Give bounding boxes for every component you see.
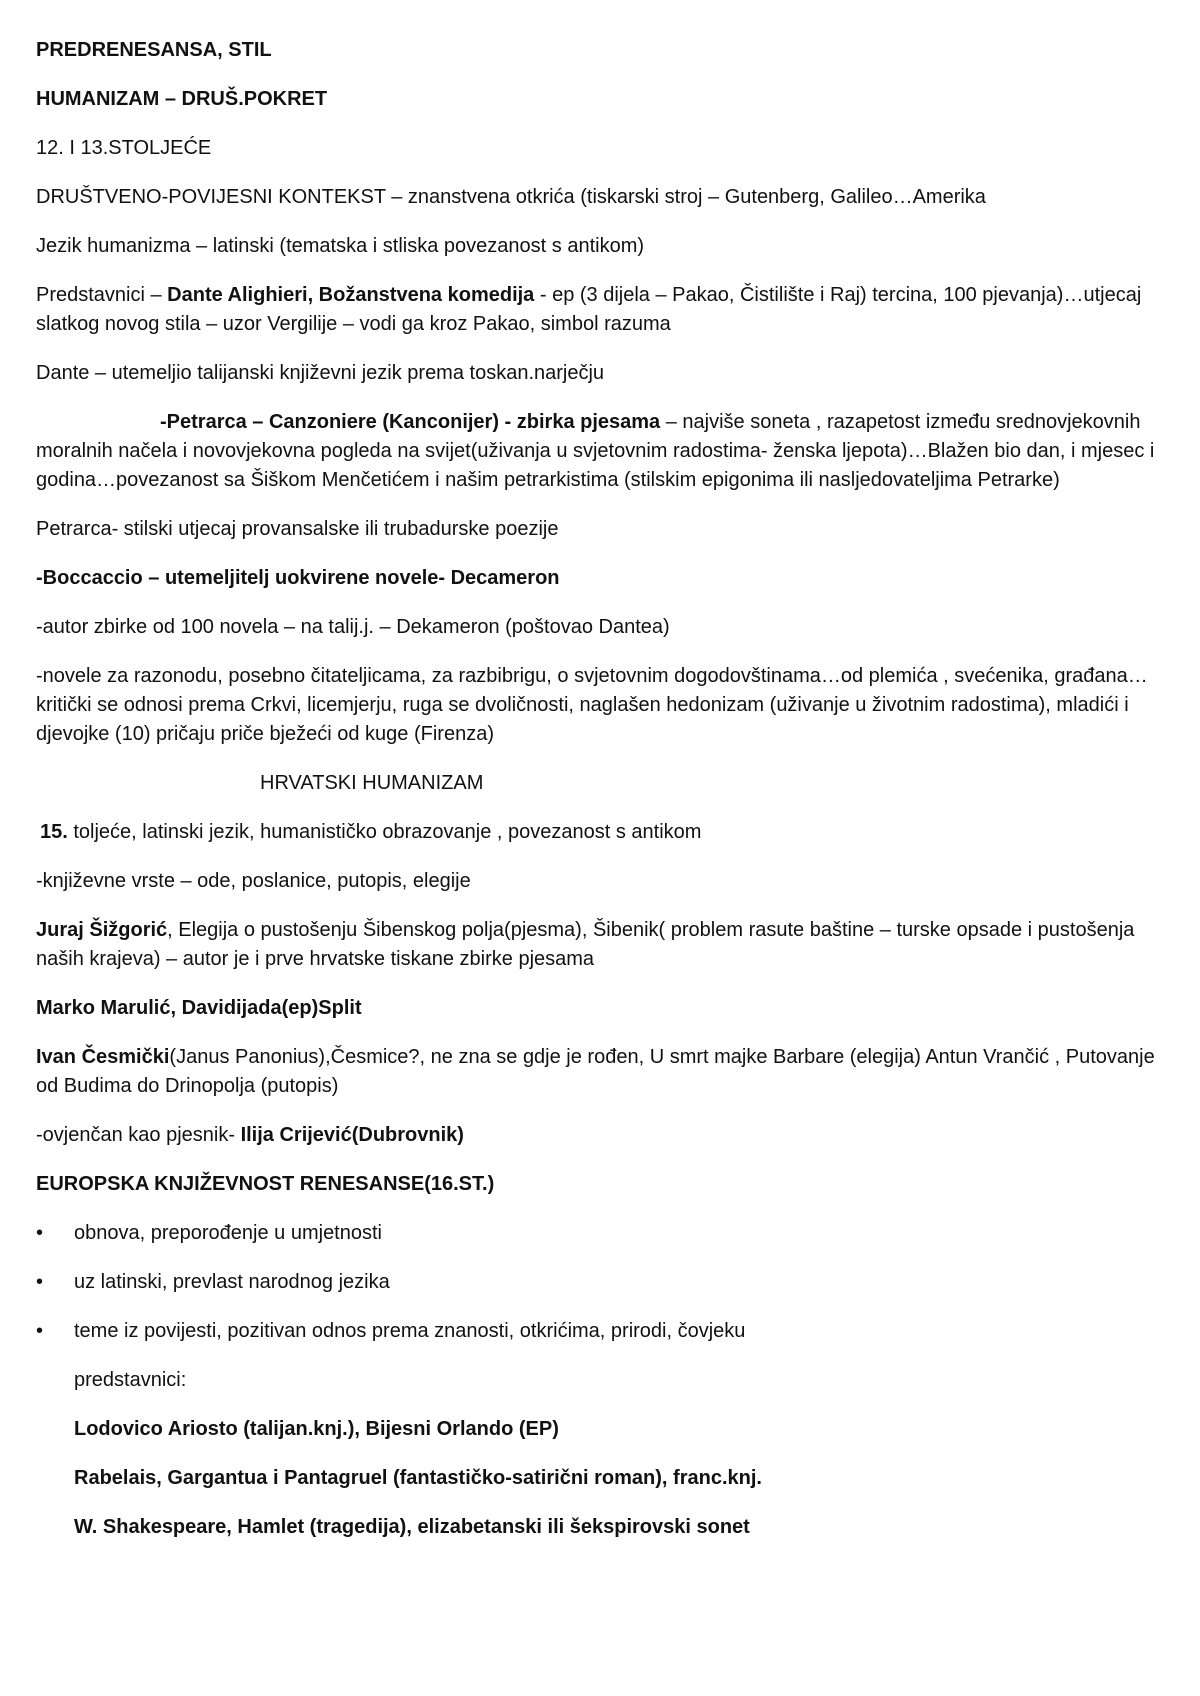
heading-humanizam: HUMANIZAM – DRUŠ.POKRET <box>36 88 328 110</box>
line-boccaccio-autor: -autor zbirke od 100 novela – na talij.j. – Dekameron (poštovao Dantea) <box>36 616 670 638</box>
line-jezik-humanizma: Jezik humanizma – latinski (tematska i stliska povezanost s antikom) <box>36 235 645 257</box>
paragraph-sizgoric <box>36 916 1166 974</box>
bullet-icon: • <box>36 1271 44 1293</box>
dante-prefix: Predstavnici – <box>36 284 168 306</box>
bullet-icon: • <box>36 1320 44 1342</box>
heading-boccaccio: -Boccaccio – utemeljitelj uokvirene novele- Decameron <box>36 567 560 589</box>
bullet-text: obnova, preporođenje u umjetnosti <box>74 1222 382 1244</box>
sizgoric-text: , Elegija o pustošenju Šibenskog polja(pjesma), Šibenik( problem rasute baštine – turske opsade i pustošenja naših krajeva) – autor je i prve hrvatske tiskane zbirke pjesama <box>36 919 1135 970</box>
dante-title: Dante Alighieri, Božanstvena komedija <box>167 284 535 306</box>
line-15-text: toljeće, latinski jezik, humanističko obrazovanje , povezanost s antikom <box>67 821 702 843</box>
line-crijevic <box>36 1121 1166 1150</box>
petrarca-title: -Petrarca – Canzoniere (Kanconijer) - zbirka pjesama <box>160 411 661 433</box>
line-dante-jezik: Dante – utemeljio talijanski književni jezik prema toskan.narječju <box>36 362 605 384</box>
list-item <box>36 1317 1166 1346</box>
heading-europska-renesansa: EUROPSKA KNJIŽEVNOST RENESANSE(16.ST.) <box>36 1173 495 1195</box>
line-knjizevne-vrste: -književne vrste – ode, poslanice, putopis, elegije <box>36 870 471 892</box>
bullet-text: uz latinski, prevlast narodnog jezika <box>74 1271 390 1293</box>
dante-text: - ep (3 dijela – Pakao, Čistilište i Raj) tercina, 100 pjevanja)…utjecaj slatkog novog stila – uzor Vergilije – vodi ga kroz Pakao, simbol razuma <box>36 284 1142 335</box>
bullet-text: teme iz povijesti, pozitivan odnos prema znanosti, otkrićima, prirodi, čovjeku <box>74 1320 746 1342</box>
line-stoljece: 12. I 13.STOLJEĆE <box>36 137 212 159</box>
sizgoric-name: Juraj Šižgorić <box>36 919 168 941</box>
line-kontekst: DRUŠTVENO-POVIJESNI KONTEKST – znanstvena otkrića (tiskarski stroj – Gutenberg, Galileo…Amerika <box>36 186 986 208</box>
line-marulic: Marko Marulić, Davidijada(ep)Split <box>36 997 362 1019</box>
paragraph-dante <box>36 281 1166 339</box>
cesmicki-text: (Janus Panonius),Česmice?, ne zna se gdje je rođen, U smrt majke Barbare (elegija) Antun Vrančić , Putovanje od Budima do Drinopolja (putopis) <box>36 1046 1155 1097</box>
paragraph-novele: -novele za razonodu, posebno čitateljicama, za razbibrigu, o svjetovnim dogodovštinama…od plemića , svećenika, građana…kritički se odnosi prema Crkvi, licemjerju, ruga se dvoličnosti, naglašen hedonizam (uživanje u životnim radostima), mladići i djevojke (10) pričaju priče bježeći od kuge (Firenza) <box>36 665 1148 745</box>
list-item <box>36 1268 1166 1297</box>
line-ariosto: Lodovico Ariosto (talijan.knj.), Bijesni Orlando (EP) <box>74 1418 559 1440</box>
line-15-stoljece <box>36 818 1166 847</box>
paragraph-petrarca <box>36 408 1166 495</box>
list-item <box>36 1219 1166 1248</box>
line-predstavnici: predstavnici: <box>74 1369 187 1391</box>
line-rabelais: Rabelais, Gargantua i Pantagruel (fantastičko-satirični roman), franc.knj. <box>74 1467 762 1489</box>
heading-predrenesansa: PREDRENESANSA, STIL <box>36 39 272 61</box>
cesmicki-name: Ivan Česmički <box>36 1046 170 1068</box>
bullet-icon: • <box>36 1222 44 1244</box>
crijevic-name: Ilija Crijević(Dubrovnik) <box>240 1124 464 1146</box>
paragraph-cesmicki <box>36 1043 1166 1101</box>
line-shakespeare: W. Shakespeare, Hamlet (tragedija), elizabetanski ili šekspirovski sonet <box>74 1516 750 1538</box>
line-petrarca-utjecaj: Petrarca- stilski utjecaj provansalske ili trubadurske poezije <box>36 518 559 540</box>
bullet-list <box>36 1219 1166 1346</box>
heading-hrvatski-humanizam: HRVATSKI HUMANIZAM <box>260 772 484 794</box>
crijevic-prefix: -ovjenčan kao pjesnik- <box>36 1124 241 1146</box>
number-15: 15. <box>40 821 68 843</box>
petrarca-text: – najviše soneta , razapetost između srednovjekovnih moralnih načela i novovjekovna pogleda na svijet(uživanja u svjetovnim radostima- ženska ljepota)…Blažen bio dan, i mjesec i godina…povezanost sa Šiškom Menčetićem i našim petrarkistima (stilskim epigonima ili nasljedovateljima Petrarke) <box>36 411 1155 491</box>
